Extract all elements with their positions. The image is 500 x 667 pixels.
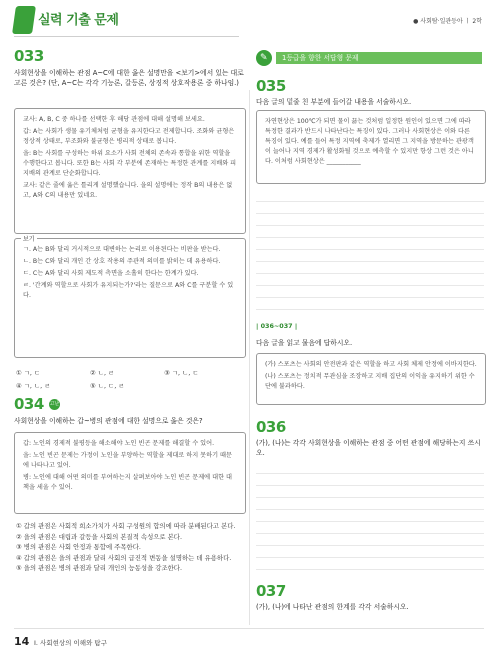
bogi-item: ㄷ. C는 A와 달리 사회 제도적 측면을 소홀히 한다는 한계가 있다. [23, 270, 199, 277]
choice-5[interactable]: ⑤ ㄴ, ㄷ, ㄹ [90, 381, 125, 390]
bogi-item: ㄴ. B는 C와 달리 개인 간 상호 작용의 주관적 의미를 밝히는 데 유용하다. [23, 258, 221, 265]
page-number: 14 [14, 635, 30, 648]
choice-item[interactable]: ③ 병의 관점은 사회 안정과 통합에 주목한다. [16, 543, 141, 552]
question-header-034 [14, 394, 60, 413]
group-passage-box [256, 353, 486, 405]
dialog-line: 병: 노인에 대해 어떤 의미를 부여하는지 살펴보아야 노인 빈곤 문제에 대한 대책을 세울 수 있어. [23, 474, 233, 491]
group-range: | 036~037 | [256, 322, 298, 330]
pencil-icon: ✎ [256, 50, 272, 66]
question-number-034: 034 [14, 395, 44, 413]
bogi-text [15, 239, 245, 307]
group-passage [257, 354, 485, 398]
section-banner [256, 50, 484, 66]
answer-area-035[interactable] [256, 190, 484, 310]
breadcrumb: ● 사회탐·일관등아 ㅣ 2학 [413, 18, 482, 25]
difficulty-badge: 고난 [49, 399, 60, 410]
dialog-line: 교사: 같은 줄에 옳은 틀리게 설명했습니다. 을의 설명에는 정작 B의 내용은 없고, A와 C의 내용만 있네요. [23, 182, 233, 199]
bogi-label: 보기 [23, 236, 35, 243]
bogi-item: ㄱ. A는 B와 달리 거시적으로 대변하는 논리로 이용된다는 비판을 받는다. [23, 246, 221, 253]
choices-033 [16, 369, 246, 391]
dialog-line: 갑: A는 사회가 생물 유기체처럼 균형을 유지한다고 전제합니다. 조화와 균형은 정상적 상태로, 부조화와 불균형은 병리적 상태로 봅니다. [23, 128, 235, 145]
question-text-035: 다음 글의 밑줄 친 부분에 들어갈 내용을 서술하시오. [256, 98, 412, 106]
dialog-text [15, 109, 245, 207]
question-text-033: 사회현상을 이해하는 관점 A~C에 대한 옳은 설명만을 <보기>에서 있는 대로 고른 것은? (단, A~C는 각각 기능론, 갈등론, 상징적 상호작용론 중 하나임.) [14, 69, 244, 87]
group-range-text: 036~037 [260, 322, 293, 330]
bogi-item: ㄹ. '간계와 역할으로 사회가 유지되는가?'라는 질문으로 A와 C를 구분할 수 있다. [23, 282, 234, 299]
choice-item[interactable]: ④ 갑의 관점은 을의 관점과 달리 사회의 급진적 변동을 설명하는 데 유용하다. [16, 553, 232, 562]
item-na: (나) 스포츠는 정치적 무관심을 조장하고 지배 집단의 이익을 유지하기 위한 수단에 불과하다. [265, 373, 475, 390]
footer-divider [14, 628, 484, 629]
dialog-box-033 [14, 108, 246, 234]
dialog-line: 교사: A, B, C 중 하나를 선택한 후 해당 관점에 대해 설명해 보세요. [23, 116, 205, 123]
dialog-line: 을: B는 사회를 구성하는 하위 요소가 사회 전체의 존속과 통합을 위한 역할을 수행한다고 봅니다. 또한 B는 사회 각 부분에 존재하는 특정한 관계를 지배와 피지배의 관계로 단순화합니다. [23, 150, 237, 177]
section-title: 실력 기출 문제 [38, 13, 119, 28]
question-number-035: 035 [256, 77, 286, 95]
header-divider [14, 36, 239, 37]
section-footer: Ⅰ. 사회현상의 이해와 탐구 [34, 639, 107, 647]
dialog-line: 갑: 노인의 경제적 불평등을 해소해야 노인 빈곤 문제를 해결할 수 있어. [23, 440, 215, 447]
dialog-text [15, 433, 245, 499]
item-ga: (가) 스포츠는 사회의 안전판과 같은 역할을 하고 사회 체제 안정에 이바지한다. [265, 361, 477, 368]
question-text-037: (가), (나)에 나타난 관점의 한계를 각각 서술하시오. [256, 603, 409, 611]
choice-item[interactable]: ⑤ 을의 관점은 병의 관점과 달리 개인의 능동성을 강조한다. [16, 564, 182, 573]
choices-034 [16, 522, 246, 574]
banner-label: 1등급을 향한 서답형 문제 [276, 52, 482, 64]
choice-item[interactable]: ① 갑의 관점은 사회적 희소가치가 사회 구성원의 합의에 따라 분배된다고 본다. [16, 522, 236, 530]
passage-box-035 [256, 110, 486, 184]
choice-1[interactable]: ① ㄱ, ㄷ [16, 369, 41, 377]
group-instruction: 다음 글을 읽고 물음에 답하시오. [256, 339, 353, 347]
choice-3[interactable]: ③ ㄱ, ㄴ, ㄷ [164, 369, 199, 377]
dialog-line: 을: 노인 빈곤 문제는 가정이 노인을 부양하는 역할을 제대로 하지 못하기 때문에 나타나고 있어. [23, 452, 233, 469]
dialog-box-034 [14, 432, 246, 514]
choice-2[interactable]: ② ㄴ, ㄹ [90, 369, 115, 377]
column-divider [249, 90, 250, 625]
question-text-036: (가), (나)는 각각 사회현상을 이해하는 관점 중 어떤 관점에 해당하는지 쓰시오. [256, 439, 481, 457]
question-text-034: 사회현상을 이해하는 갑~병의 관점에 대한 설명으로 옳은 것은? [14, 417, 203, 425]
question-number-033: 033 [14, 47, 44, 65]
passage-text: 자연현상은 100℃가 되면 물이 끓는 것처럼 일정한 원인이 있으면 그에 따라 특정한 결과가 반드시 나타난다는 특징이 있다. 그러나 사회현상은 이와 다른 특징이 있다. 예를 들어 특정 지역에 축제가 열리면 그 지역을 방문하는 관광객이 늘어나 지역 경제가 활성화될 것으로 예측할 수 있지만 항상 그런 것은 아니다. 이처럼 사회현상은 ___________ [265, 118, 474, 165]
section-badge-icon [12, 6, 36, 34]
question-number-036: 036 [256, 418, 286, 436]
question-number-037: 037 [256, 582, 286, 600]
bogi-box-033 [14, 238, 246, 358]
choice-item[interactable]: ② 을의 관점은 대립과 갈등을 사회의 본질적 속성으로 본다. [16, 532, 182, 541]
choice-4[interactable]: ④ ㄱ, ㄴ, ㄹ [16, 381, 51, 390]
answer-area-036[interactable] [256, 462, 484, 572]
